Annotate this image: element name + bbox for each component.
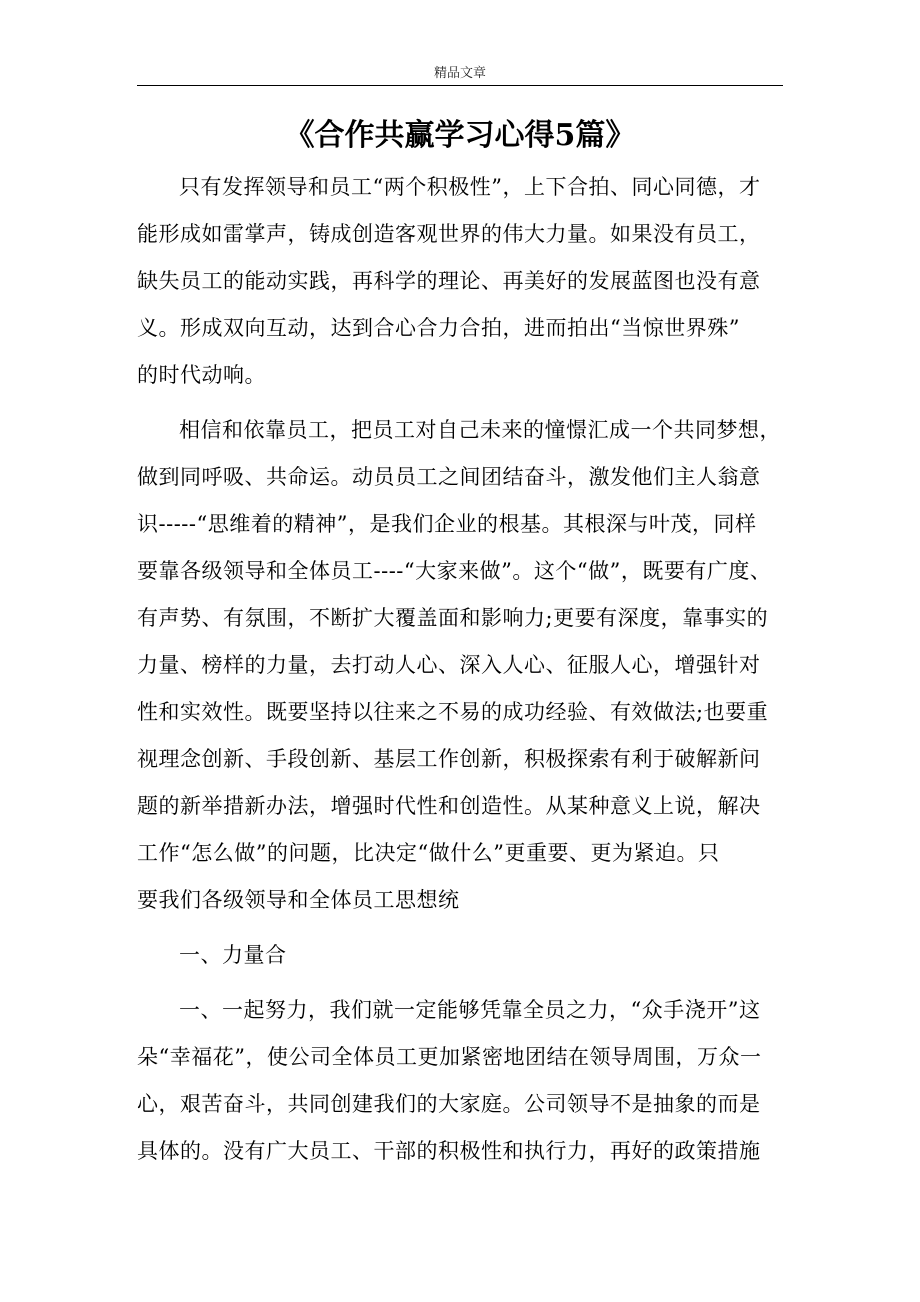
paragraph-line: 性和实效性。既要坚持以往来之不易的成功经验、有效做法;也要重: [137, 700, 769, 724]
paragraph-line: 有声势、有氛围，不断扩大覆盖面和影响力;更要有深度，靠事实的: [137, 606, 769, 630]
paragraph-line: 视理念创新、手段创新、基层工作创新，积极探索有利于破解新问: [137, 747, 761, 771]
paragraph-line: 识-----“思维着的精神”，是我们企业的根基。其根深与叶茂，同样: [137, 512, 757, 536]
paragraph-2: [137, 407, 783, 924]
paragraph-line: 只有发挥领导和员工“两个积极性”，上下合拍、同心同德，才: [179, 175, 761, 199]
paragraph-line: 缺失员工的能动实践，再科学的理论、再美好的发展蓝图也没有意: [137, 269, 761, 293]
paragraph-line: 要靠各级领导和全体员工----“大家来做”。这个“做”，既要有广度、: [137, 559, 772, 583]
paragraph-line: 的时代动响。: [137, 363, 266, 387]
paragraph-line: 具体的。没有广大员工、干部的积极性和执行力，再好的政策措施: [137, 1139, 761, 1163]
paragraph-line: 义。形成双向互动，达到合心合力合拍，进而拍出“当惊世界殊”: [137, 316, 740, 340]
paragraph-line: 做到同呼吸、共命运。动员员工之间团结奋斗，激发他们主人翁意: [137, 465, 761, 489]
section-heading-text: 一、力量合: [179, 943, 287, 967]
paragraph-4: [137, 987, 783, 1175]
document-title: 《合作共赢学习心得5篇》: [284, 118, 636, 153]
paragraph-line: 朵“幸福花”，使公司全体员工更加紧密地团结在领导周围，万众一: [137, 1045, 762, 1069]
paragraph-line: 能形成如雷掌声，铸成创造客观世界的伟大力量。如果没有员工，: [137, 222, 761, 246]
header-divider: [137, 85, 783, 86]
paragraph-1: [137, 164, 783, 399]
page-header-label: 精品文章: [433, 66, 486, 81]
paragraph-line: 心，艰苦奋斗，共同创建我们的大家庭。公司领导不是抽象的而是: [137, 1092, 761, 1116]
paragraph-line: 题的新举措新办法，增强时代性和创造性。从某种意义上说，解决: [137, 794, 761, 818]
section-heading: [137, 932, 783, 979]
paragraph-line: 要我们各级领导和全体员工思想统: [137, 888, 460, 912]
paragraph-line: 工作“怎么做”的问题，比决定“做什么”更重要、更为紧迫。只: [137, 841, 720, 865]
paragraph-line: 相信和依靠员工，把员工对自己未来的憧憬汇成一个共同梦想，: [179, 418, 781, 442]
paragraph-line: 力量、榜样的力量，去打动人心、深入人心、征服人心，增强针对: [137, 653, 761, 677]
document-body: [137, 164, 783, 1175]
paragraph-line: 一、一起努力，我们就一定能够凭靠全员之力，“众手浇开”这: [179, 998, 761, 1022]
